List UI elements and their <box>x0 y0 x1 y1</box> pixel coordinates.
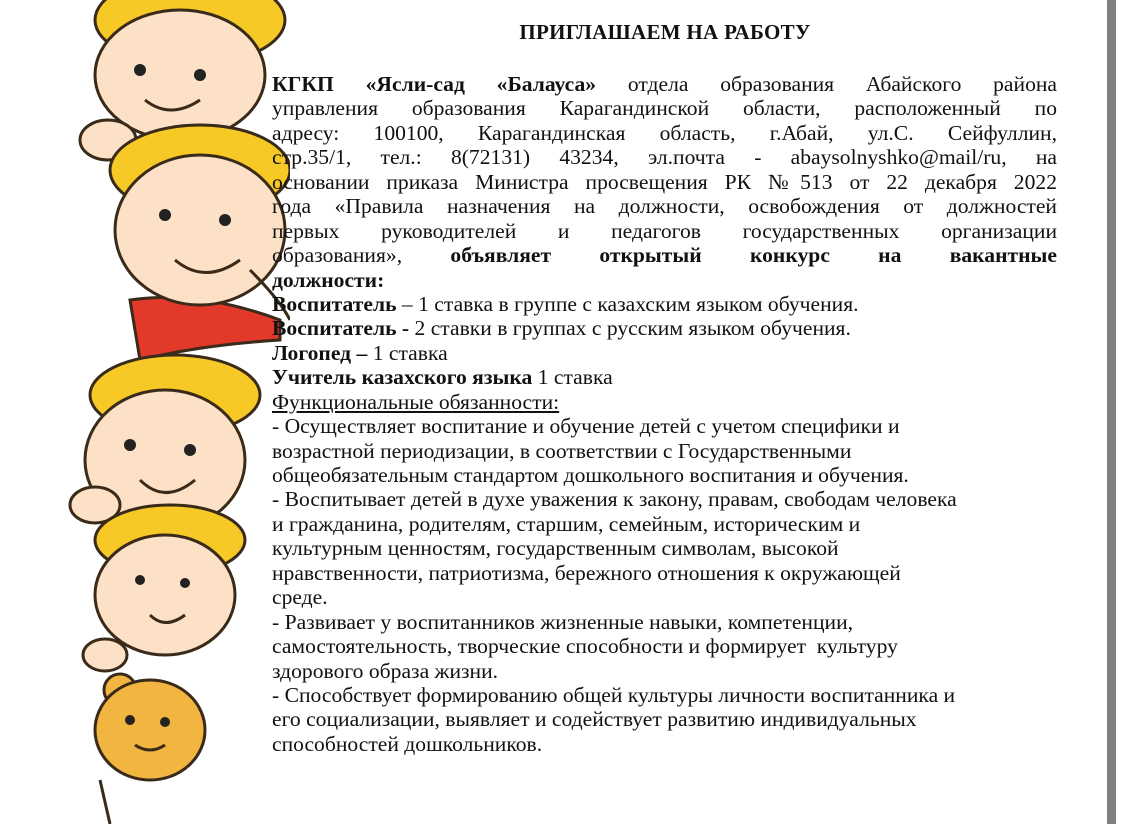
text-line <box>272 634 1057 658</box>
bold-text: Воспитатель <box>272 291 397 316</box>
text-segment: управления образования Карагандинской области, расположенный по <box>272 96 1057 121</box>
text-line <box>272 707 1057 731</box>
text-line <box>272 243 1057 267</box>
page-edge-scrollbar <box>1107 0 1116 824</box>
bold-text: должности: <box>272 267 385 292</box>
text-line <box>272 170 1057 194</box>
text-line <box>272 292 1057 316</box>
text-segment: основании приказа Министра просвещения РК №513 от 22 декабря 2022 <box>272 169 1057 194</box>
bold-text: КГКП «Ясли-сад «Балауса» <box>272 72 597 96</box>
text-line <box>272 463 1057 487</box>
text-line <box>272 487 1057 511</box>
document-body <box>272 72 1057 756</box>
text-segment: - Способствует формированию общей культуры личности воспитанника и <box>272 682 956 707</box>
underlined-heading: Функциональные обязанности: <box>272 389 560 414</box>
text-line <box>272 512 1057 536</box>
text-segment: стр.35/1, тел.: 8(72131) 43234, эл.почта - abaysolnyshko@mail/ru, на <box>272 145 1057 170</box>
text-segment: способностей дошкольников. <box>272 731 543 756</box>
text-line <box>272 365 1057 389</box>
text-segment: - Воспитывает детей в духе уважения к закону, правам, свободам человека <box>272 487 957 512</box>
text-segment: отдела образования Абайского района <box>596 72 1058 96</box>
text-segment: нравственности, патриотизма, бережного отношения к окружающей <box>272 560 901 585</box>
text-line <box>272 683 1057 707</box>
text-segment: возрастной периодизации, в соответствии с Государственными <box>272 438 852 463</box>
bold-text: Логопед – <box>272 340 373 365</box>
children-illustration <box>0 0 290 824</box>
text-line <box>272 659 1057 683</box>
text-segment: здорового образа жизни. <box>272 658 499 683</box>
text-line <box>272 194 1057 218</box>
page-title: ПРИГЛАШАЕМ НА РАБОТУ <box>519 20 811 44</box>
text-segment: года «Правила назначения на должности, освобождения от должностей <box>272 194 1057 219</box>
text-segment: среде. <box>272 585 328 610</box>
text-segment: - Осуществляет воспитание и обучение детей с учетом специфики и <box>272 414 900 439</box>
text-segment: – 1 ставка в группе с казахским языком обучения. <box>396 291 859 316</box>
text-segment: общеобязательным стандартом дошкольного воспитания и обучения. <box>272 463 909 487</box>
bold-text: объявляет открытый конкурс на вакантные <box>450 243 1058 268</box>
text-line <box>272 390 1057 414</box>
text-segment: первых руководителей и педагогов государственных организации <box>272 218 1057 243</box>
bold-text: Воспитатель - <box>272 316 415 341</box>
text-line <box>272 96 1057 120</box>
text-segment: 1 ставка <box>532 365 613 390</box>
text-line <box>272 561 1057 585</box>
text-line <box>272 268 1057 292</box>
text-line <box>272 439 1057 463</box>
text-segment: культурным ценностям, государственным символам, высокой <box>272 536 839 561</box>
text-line <box>272 585 1057 609</box>
text-line <box>272 121 1057 145</box>
text-line <box>272 72 1057 96</box>
text-segment: - Развивает у воспитанников жизненные навыки, компетенции, <box>272 609 854 634</box>
text-line <box>272 414 1057 438</box>
text-line <box>272 536 1057 560</box>
bold-text: Учитель казахского языка <box>272 365 533 390</box>
text-segment: его социализации, выявляет и содействует развитию индивидуальных <box>272 707 917 732</box>
text-line <box>272 219 1057 243</box>
text-line <box>272 341 1057 365</box>
text-segment: 2 ставки в группах с русским языком обучения. <box>414 316 851 341</box>
text-line <box>272 316 1057 340</box>
text-segment: образования», <box>272 243 451 268</box>
text-segment: 1 ставка <box>372 340 448 365</box>
text-line <box>272 145 1057 169</box>
text-segment: и гражданина, родителям, старшим, семейным, историческим и <box>272 511 861 536</box>
text-segment: адресу: 100100, Карагандинская область, г.Абай, ул.С. Сейфуллин, <box>272 120 1057 145</box>
text-line <box>272 610 1057 634</box>
text-segment: самостоятельность, творческие способности и формирует культуру <box>272 634 898 659</box>
text-line <box>272 732 1057 756</box>
